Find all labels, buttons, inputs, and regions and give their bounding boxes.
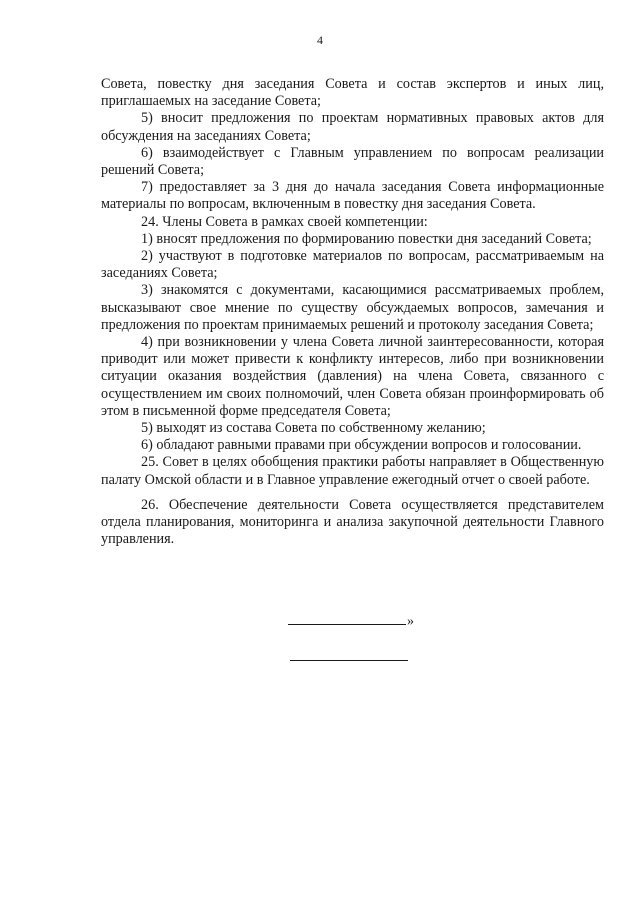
paragraph-member-item-2: 2) участвуют в подготовке материалов по вопросам, рассматриваемым на заседаниях Совета; <box>101 248 604 282</box>
closing-line <box>288 614 428 630</box>
paragraph-clause-26: 26. Обеспечение деятельности Совета осуществляется представителем отдела планирования, мониторинга и анализа закупочной деятельности Главного управления. <box>101 496 604 548</box>
closing-quote-mark: » <box>407 614 414 629</box>
paragraph-clause-25: 25. Совет в целях обобщения практики работы направляет в Общественную палату Омской области и в Главное управление ежегодный отчет о своей работе. <box>101 454 604 488</box>
separator-line <box>290 660 408 661</box>
paragraph-item-5: 5) вносит предложения по проектам нормативных правовых актов для обсуждения на заседаниях Совета; <box>101 110 604 144</box>
paragraph-member-item-5: 5) выходят из состава Совета по собственному желанию; <box>141 420 486 437</box>
paragraph-clause-24: 24. Члены Совета в рамках своей компетенции: <box>141 213 428 230</box>
paragraph-member-item-6: 6) обладают равными правами при обсуждении вопросов и голосовании. <box>141 437 582 454</box>
paragraph-member-item-4: 4) при возникновении у члена Совета личной заинтересованности, которая приводит или может привести к конфликту интересов, либо при возникновении ситуации оказания воздействия (давления) на члена Совета, связанного с осуществлением им своих полномочий, член Совета обязан проинформировать об этом в письменной форме председателя Совета; <box>101 334 604 419</box>
page-number: 4 <box>317 33 323 47</box>
document-body <box>101 76 604 548</box>
paragraph-item-6: 6) взаимодействует с Главным управлением по вопросам реализации решений Совета; <box>101 144 604 179</box>
paragraph-member-item-1: 1) вносят предложения по формированию повестки дня заседаний Совета; <box>141 230 592 247</box>
paragraph-member-item-3: 3) знакомятся с документами, касающимися рассматриваемых проблем, высказывают свое мнение по существу обсуждаемых вопросов, замечания и предложения по проектам принимаемых решений и протоколу заседания Совета; <box>101 282 604 333</box>
paragraph-item-7: 7) предоставляет за 3 дня до начала заседания Совета информационные материалы по вопросам, включенным в повестку дня заседания Совета. <box>101 179 604 213</box>
paragraph-continuation: Совета, повестку дня заседания Совета и состав экспертов и иных лиц, приглашаемых на заседание Совета; <box>101 76 604 110</box>
closing-rule <box>288 624 406 625</box>
